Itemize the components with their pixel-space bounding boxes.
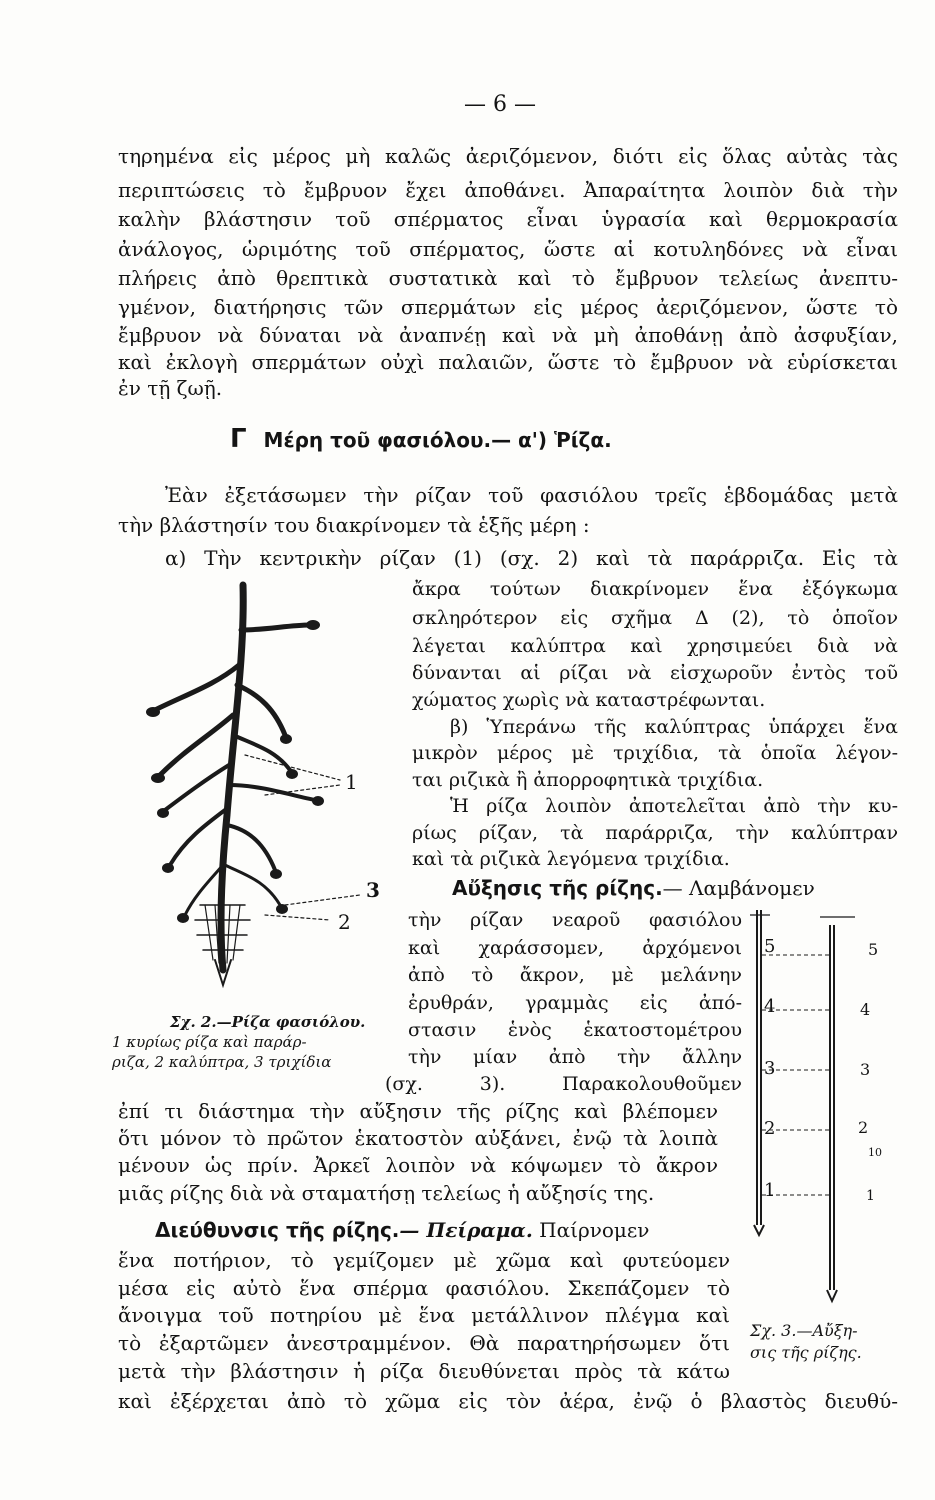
direction-first-tail: Παίρνομεν	[539, 1218, 650, 1242]
fig2-label: 2	[338, 910, 351, 934]
intro-line: πλήρεις ἀπὸ θρεπτικὰ συστατικὰ καὶ τὸ ἔμβρυον τελείως ἀνεπτυ-	[118, 266, 898, 290]
right-col-line: μικρὸν μέρος μὲ τριχίδια, τὰ ὁποῖα λέγον-	[412, 742, 898, 764]
fig3-left-label: 2	[764, 1118, 776, 1139]
growth-line: καὶ χαράσσομεν, ἀρχόμενοι	[408, 937, 742, 959]
fig3-right-label: 4	[860, 1000, 871, 1019]
right-col-line: χώματος χωρὶς νὰ καταστρέφωνται.	[412, 689, 766, 711]
root-figure	[115, 575, 405, 1005]
intro-line: γμένον, διατήρησις τῶν σπερμάτων εἰς μέρος ἀεριζόμενον, ὥστε τὸ	[118, 295, 898, 319]
growth-heading-row	[452, 876, 815, 900]
section-marker: Γ	[230, 424, 247, 454]
growth-full-line: ἐπί τι διάστημα τὴν αὔξησιν τῆς ρίζης καὶ βλέπομεν	[118, 1099, 718, 1123]
fig3-right-label: 2	[858, 1118, 869, 1137]
fig3-left-label: 5	[764, 936, 776, 957]
fig2-caption-line: ριζα, 2 καλύπτρα, 3 τριχίδια	[112, 1053, 332, 1071]
right-col-line: σκληρότερον εἰς σχῆμα Δ (2), τὸ ὁποῖον	[412, 607, 898, 629]
growth-line: τὴν ρίζαν νεαροῦ φασιόλου	[408, 909, 742, 931]
growth-full-line: μιᾶς ρίζης διὰ νὰ σταματήσῃ τελείως ἡ αὔξησίς της.	[118, 1181, 655, 1205]
intro-line: ἔμβρυον νὰ δύναται νὰ ἀναπνέῃ καὶ νὰ μὴ ἀποθάνῃ ἀπὸ ἀσφυξίαν,	[118, 323, 898, 347]
right-col-line: ρίως ρίζαν, τὰ παράρριζα, τὴν καλύπτραν	[412, 822, 898, 844]
root-growth-figure	[750, 905, 900, 1315]
intro-line: ἐν τῇ ζωῇ.	[118, 376, 223, 400]
growth-line: (σχ. 3). Παρακολουθοῦμεν	[385, 1073, 742, 1095]
fig3-right-label: 3	[860, 1060, 871, 1079]
intro-line: ἀνάλογος, ὡριμότης τοῦ σπέρματος, ὥστε αἱ κοτυληδόνες νὰ εἶναι	[118, 237, 898, 261]
intro-line: καλὴν βλάστησιν τοῦ σπέρματος εἶναι ὑγρασία καὶ θερμοκρασία	[118, 207, 898, 231]
fig3-caption	[750, 1320, 900, 1364]
growth-heading: Αὔξησις τῆς ρίζης.	[452, 876, 663, 900]
fig2-caption-line: 1 κυρίως ρίζα καὶ παράρ-	[112, 1033, 307, 1051]
fig3-right-label: 1	[866, 1188, 875, 1204]
growth-full-line: μένουν ὡς πρίν. Ἀρκεῖ λοιπὸν νὰ κόψωμεν τὸ ἄκρον	[118, 1153, 718, 1177]
fig2-label: 3	[366, 878, 380, 902]
direction-last-line: καὶ ἐξέρχεται ἀπὸ τὸ χῶμα εἰς τὸν ἀέρα, ἐνῷ ὁ βλαστὸς διευθύ-	[118, 1389, 898, 1413]
right-col-line: καὶ τὰ ριζικὰ λεγόμενα τριχίδια.	[412, 848, 730, 870]
fig2-caption-title: Σχ. 2.—Ρίζα φασιόλου.	[170, 1013, 366, 1031]
growth-full-line: ὅτι μόνον τὸ πρῶτον ἑκατοστὸν αὐξάνει, ἐνῷ τὰ λοιπὰ	[118, 1126, 718, 1150]
direction-line: μετὰ τὴν βλάστησιν ἡ ρίζα διευθύνεται πρὸς τὰ κάτω	[118, 1359, 730, 1383]
growth-line: ἀπὸ τὸ ἄκρον, μὲ μελάνην	[408, 964, 742, 986]
right-col-line: ται ριζικὰ ἢ ἀπορροφητικὰ τριχίδια.	[412, 769, 764, 791]
direction-subheading: — Πείραμα.	[399, 1218, 533, 1242]
fig3-left-label: 4	[764, 996, 776, 1017]
para1-line: τὴν βλάστησίν του διακρίνομεν τὰ ἑξῆς μέρη :	[118, 513, 590, 537]
fig3-right-label: 5	[868, 940, 879, 959]
fig2-label: 1	[345, 770, 358, 794]
page-number: — 6 —	[464, 92, 536, 117]
fig3-left-label: 1	[764, 1180, 776, 1201]
intro-line: περιπτώσεις τὸ ἔμβρυον ἔχει ἀποθάνει. Ἀπαραίτητα λοιπὸν διὰ τὴν	[118, 178, 898, 202]
growth-line: στασιν ἑνὸς ἑκατοστομέτρου	[408, 1019, 742, 1041]
fig3-right-label: 10	[868, 1146, 882, 1159]
fig3-left-label: 3	[764, 1058, 776, 1079]
right-col-line: ἄκρα τούτων διακρίνομεν ἕνα ἐξόγκωμα	[412, 578, 898, 600]
fig3-caption-line: Σχ. 3.—Αὔξη-	[750, 1321, 858, 1340]
right-col-line: δύνανται αἱ ρίζαι νὰ εἰσχωροῦν ἐντὸς τοῦ	[412, 662, 898, 684]
growth-heading-tail: — Λαμβάνομεν	[662, 876, 815, 900]
section-title: Μέρη τοῦ φασιόλου.— α') Ῥίζα.	[263, 428, 612, 452]
direction-line: ἄνοιγμα τοῦ ποτηρίου μὲ ἕνα μετάλλινον πλέγμα καὶ	[118, 1303, 730, 1327]
intro-line: τηρημένα εἰς μέρος μὴ καλῶς ἀεριζόμενον, διότι εἰς ὅλας αὐτὰς τὰς	[118, 144, 898, 168]
growth-line: ἐρυθράν, γραμμὰς εἰς ἀπό-	[408, 992, 742, 1014]
direction-heading: Διεύθυνσις τῆς ρίζης.	[155, 1218, 400, 1242]
para1-line: α) Τὴν κεντρικὴν ρίζαν (1) (σχ. 2) καὶ τὰ παράρριζα. Εἰς τὰ	[165, 546, 898, 570]
para1-line: Ἐὰν ἐξετάσωμεν τὴν ρίζαν τοῦ φασιόλου τρεῖς ἑβδομάδας μετὰ	[165, 483, 898, 507]
intro-line: καὶ ἐκλογὴ σπερμάτων οὐχὶ παλαιῶν, ὥστε τὸ ἔμβρυον νὰ εὑρίσκεται	[118, 350, 898, 374]
right-col-line: β) Ὑπεράνω τῆς καλύπτρας ὑπάρχει ἕνα	[450, 716, 898, 738]
direction-line: μέσα εἰς αὐτὸ ἕνα σπέρμα φασιόλου. Σκεπάζομεν τὸ	[118, 1276, 730, 1300]
direction-line: τὸ ἐξαρτῶμεν ἀνεστραμμένον. Θὰ παρατηρήσωμεν ὅτι	[118, 1331, 730, 1355]
right-col-line: λέγεται καλύπτρα καὶ χρησιμεύει διὰ νὰ	[412, 635, 898, 657]
direction-heading-row	[155, 1218, 649, 1242]
direction-line: ἕνα ποτήριον, τὸ γεμίζομεν μὲ χῶμα καὶ φυτεύομεν	[118, 1248, 730, 1272]
growth-line: τὴν μίαν ἀπὸ τὴν ἄλλην	[408, 1046, 742, 1068]
section-heading	[230, 424, 612, 454]
fig3-caption-line: σις τῆς ρίζης.	[750, 1343, 862, 1362]
right-col-line: Ἡ ρίζα λοιπὸν ἀποτελεῖται ἀπὸ τὴν κυ-	[450, 795, 898, 817]
